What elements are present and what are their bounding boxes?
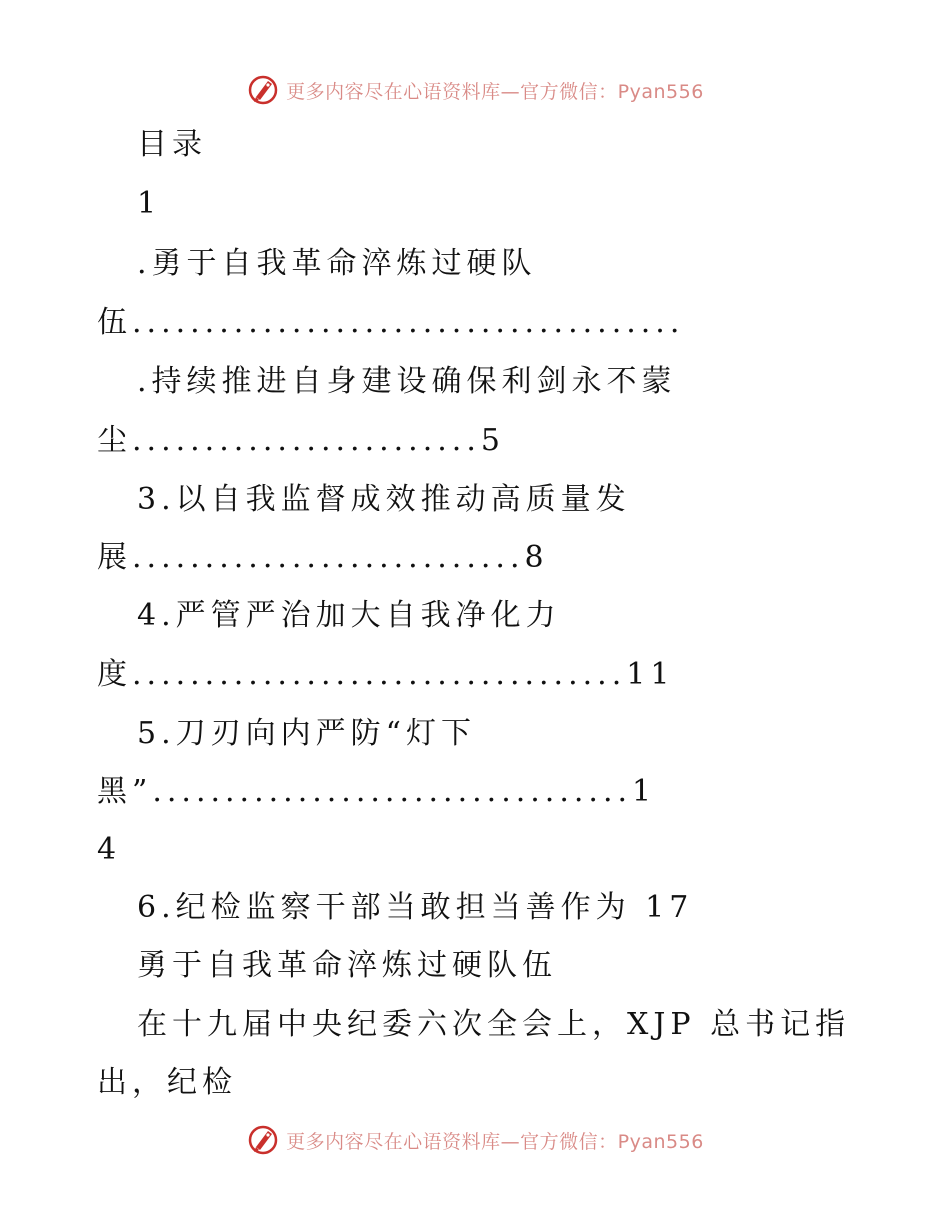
toc-line: 黑”.................................1 [97,774,657,809]
toc-line: 1 [137,186,162,221]
toc-line: 6.纪检监察干部当敢担当善作为 17 [137,890,694,925]
toc-line: 尘........................5 [97,423,505,458]
body-paragraph-line: 在十九届中央纪委六次全会上，XJP 总书记指 [137,1007,851,1042]
toc-line: .持续推进自身建设确保利剑永不蒙 [137,364,677,399]
section-title: 勇于自我革命淬炼过硬队伍 [137,948,557,983]
watermark-text: 更多内容尽在心语资料库—官方微信：Pyan556 [286,1130,704,1153]
body-paragraph-line: 出，纪检 [97,1065,237,1100]
toc-line: 伍...................................... [97,305,685,340]
toc-line: 度..................................11 [97,657,675,692]
watermark-banner-bottom [0,1120,950,1160]
toc-line: 3.以自我监督成效推动高质量发 [137,482,631,517]
watermark-text: 更多内容尽在心语资料库—官方微信：Pyan556 [286,80,704,103]
toc-line: 4.严管严治加大自我净化力 [137,598,561,633]
toc-line: 5.刀刃向内严防“灯下 [137,716,476,751]
toc-line: .勇于自我革命淬炼过硬队 [137,246,537,281]
toc-heading: 目录 [137,127,207,162]
pen-nib-logo-icon [246,1123,280,1157]
toc-line: 展...........................8 [97,540,549,575]
toc-line: 4 [97,832,122,867]
